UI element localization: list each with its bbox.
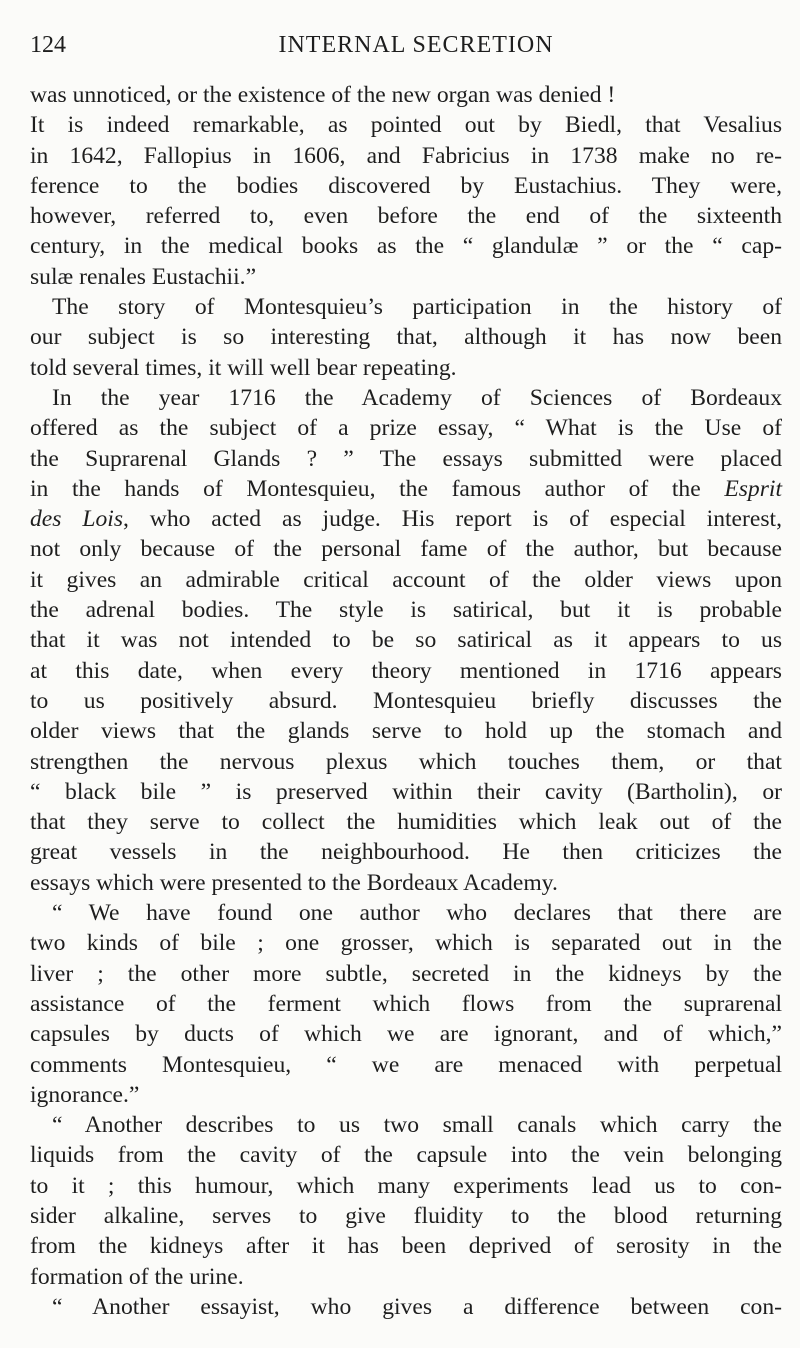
line-text: not only because of the personal fame of the author, but because [30,536,782,563]
line-text: formation of the urine. [30,1263,244,1290]
line-text: two kinds of bile ; one grosser, which is separated out in the [30,930,782,957]
line-text: that they serve to collect the humidities which leak out of the [30,809,782,836]
text-line [30,413,782,443]
text-line [30,201,782,231]
line-text: in the hands of Montesquieu, the famous author of the [30,475,725,502]
line-text: our subject is so interesting that, although it has now been [30,324,782,351]
line-text: “ Another essayist, who gives a difference between con- [52,1293,782,1320]
line-text: The story of Montesquieu’s participation in the history of [52,294,782,321]
text-line [30,686,782,716]
body-text [30,80,782,1322]
text-line [30,171,782,201]
text-line [30,989,782,1019]
page-header [30,32,782,66]
line-text: essays which were presented to the Bordeaux Academy. [30,869,558,896]
text-line [30,868,782,898]
text-line [30,1171,782,1201]
text-line [30,777,782,807]
page-number: 124 [30,32,66,58]
line-text: ference to the bodies discovered by Eustachius. They were, [30,172,782,199]
text-line [30,141,782,171]
line-text: It is indeed remarkable, as pointed out by Biedl, that Vesalius [30,112,782,139]
running-head: INTERNAL SECRETION [278,32,554,58]
text-line [30,322,782,352]
line-text: sulæ renales Eustachii.” [30,263,257,290]
text-line [30,504,782,534]
text-line [30,898,782,928]
line-text: ignorance.” [30,1081,140,1108]
line-text: capsules by ducts of which we are ignorant, and of which,” [30,1021,782,1048]
italic-title: des Lois [30,506,123,533]
text-line [30,474,782,504]
text-line [30,807,782,837]
line-text: , who acted as judge. His report is of especial interest, [123,506,782,533]
line-text: strengthen the nervous plexus which touches them, or that [30,748,782,775]
text-line [30,656,782,686]
text-line [30,444,782,474]
line-text: comments Montesquieu, “ we are menaced with perpetual [30,1051,782,1078]
line-text: in 1642, Fallopius in 1606, and Fabricius in 1738 make no re- [30,142,782,169]
line-text: the Suprarenal Glands ? ” The essays submitted were placed [30,445,782,472]
text-line [30,1110,782,1140]
line-text: In the year 1716 the Academy of Sciences of Bordeaux [52,384,782,411]
text-line [30,292,782,322]
line-text: “ black bile ” is preserved within their cavity (Bartholin), or [30,778,782,805]
line-text: from the kidneys after it has been deprived of serosity in the [30,1233,782,1260]
text-line [30,1231,782,1261]
line-text: was unnoticed, or the existence of the new organ was denied ! [30,82,616,108]
text-line [30,959,782,989]
line-text: however, referred to, even before the end of the sixteenth [30,203,782,230]
text-line [30,534,782,564]
line-text: great vessels in the neighbourhood. He then criticizes the [30,839,782,866]
text-line [30,625,782,655]
text-line [30,1292,782,1322]
line-text: sider alkaline, serves to give fluidity to the blood returning [30,1202,782,1229]
line-text: offered as the subject of a prize essay, “ What is the Use of [30,415,782,442]
text-line [30,716,782,746]
text-line [30,928,782,958]
text-line [30,1050,782,1080]
line-text: the adrenal bodies. The style is satirical, but it is probable [30,597,782,624]
line-text: at this date, when every theory mentioned in 1716 appears [30,657,782,684]
text-line [30,262,782,292]
line-text: told several times, it will well bear repeating. [30,354,457,381]
italic-title: Esprit [724,475,782,502]
line-text: assistance of the ferment which flows from the suprarenal [30,990,782,1017]
text-line [30,1201,782,1231]
line-text: that it was not intended to be so satirical as it appears to us [30,627,782,654]
line-text: “ We have found one author who declares that there are [52,900,782,927]
text-line [30,383,782,413]
line-text: liver ; the other more subtle, secreted in the kidneys by the [30,960,782,987]
text-line [30,1019,782,1049]
text-line [30,231,782,261]
text-line [30,1262,782,1292]
line-text: to it ; this humour, which many experiments lead us to con- [30,1172,782,1199]
text-line [30,353,782,383]
line-text: to us positively absurd. Montesquieu briefly discusses the [30,687,782,714]
line-text: “ Another describes to us two small canals which carry the [52,1112,782,1139]
line-text: it gives an admirable critical account of the older views upon [30,566,782,593]
text-line [30,110,782,140]
text-line [30,1140,782,1170]
text-line [30,565,782,595]
text-line [30,1080,782,1110]
text-line [30,595,782,625]
line-text: century, in the medical books as the “ glandulæ ” or the “ cap- [30,233,782,260]
line-text: liquids from the cavity of the capsule into the vein belonging [30,1142,782,1169]
text-line [30,747,782,777]
line-text: older views that the glands serve to hold up the stomach and [30,718,782,745]
text-line [30,837,782,867]
text-line [30,80,782,110]
